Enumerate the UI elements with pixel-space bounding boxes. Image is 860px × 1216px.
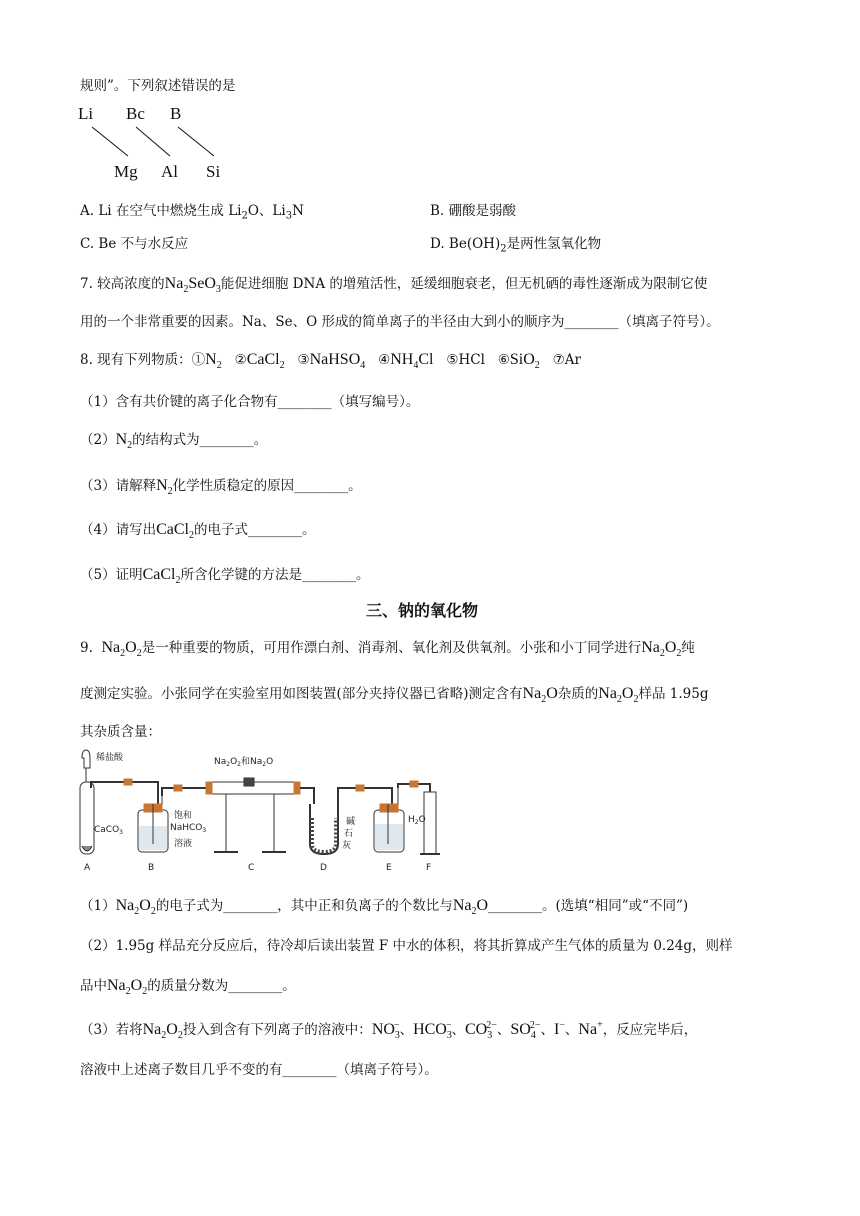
q9-part3-line2: 溶液中上述离子数目几乎不变的有________（填离子符号）。: [80, 1062, 438, 1078]
svg-text:D: D: [320, 863, 327, 873]
q8-sub2: $(2)N_2$的结构式为________。: [80, 431, 268, 452]
svg-text:A: A: [84, 863, 91, 873]
svg-text:B: B: [148, 863, 155, 873]
q6-tail: 规则”。下列叙述错误的是: [80, 78, 236, 94]
diagonal-rule-diagram: [78, 100, 238, 184]
svg-text:碱: 碱: [346, 817, 356, 827]
element-si: Si: [206, 162, 221, 181]
svg-text:E: E: [386, 863, 392, 873]
element-li: Li: [78, 104, 94, 123]
q9-line3: 其杂质含量：: [80, 724, 161, 740]
q9-part1: $(1)Na_2O_2$的电子式为________，其中正和负离子的个数比与$Na_2O\_\_\_\_\_\_\_\_$。(选填“相同”或“不同”): [80, 897, 689, 918]
q9-line1: 9. $Na_2O_2$是一种重要的物质，可用作漂白剂、消毒剂、氧化剂及供氧剂。小张和小丁同学进行$Na_2O_2$纯: [80, 639, 695, 660]
q8-sub5: （5）证明CaCl$_2$所含化学键的方法是________。: [80, 566, 370, 587]
svg-text:Na2O2和Na2O: $Na_2O_2$和$Na_2O$: [214, 757, 274, 768]
element-be: Bc: [126, 104, 145, 123]
svg-text:H2O: $H_2O$: [408, 815, 426, 826]
apparatus-figure: [74, 748, 444, 874]
q9-part2-line2: 品中$Na_2O_2$的质量分数为________。: [80, 977, 296, 998]
q7-line2: 用的一个非常重要的因素。Na、Se、O 形成的简单离子的半径由大到小的顺序为________（填离子符号）。: [80, 314, 720, 330]
option-b: B. 硼酸是弱酸: [430, 203, 517, 219]
q8-sub4: （4）请写出CaCl$_2$的电子式________。: [80, 521, 316, 542]
svg-text:CaCO3: CaCO$_3$: [94, 825, 123, 836]
label-acid: 稀盐酸: [96, 753, 124, 763]
option-c: C. Be 不与水反应: [80, 236, 189, 252]
svg-text:饱和: 饱和: [174, 811, 193, 821]
q8-sub1: （1）含有共价键的离子化合物有________（填写编号）。: [80, 394, 420, 410]
element-b: B: [170, 104, 182, 123]
svg-text:溶液: 溶液: [174, 839, 193, 849]
svg-text:灰: 灰: [342, 841, 352, 851]
option-a: A. Li 在空气中燃烧生成 $Li_2O$、$Li_3N$: [80, 203, 304, 222]
q9-line2: 度测定实验。小张同学在实验室用如图装置(部分夹持仪器已省略)测定含有$Na_2O$杂质的$Na_2O_2$样品 1.95g: [80, 685, 709, 706]
element-al: Al: [161, 162, 178, 181]
svg-text:NaHCO3: NaHCO$_3$: [170, 823, 207, 834]
q8-sub3: （3）请解释$N_2$化学性质稳定的原因________。: [80, 477, 362, 498]
q8-substances: 8. 现有下列物质：$①N_2$ ②CaCl$_2$ ③NaHSO$_4$ $④NH_4Cl$ ⑤HCl ⑥SiO$_2$ ⑦Ar: [80, 351, 581, 372]
q7-line1: 7. 较高浓度的$Na_2SeO_3$能促进细胞 DNA 的增殖活性，延缓细胞衰老，但无机硒的毒性逐渐成为限制它使: [80, 275, 708, 296]
element-mg: Mg: [114, 162, 138, 181]
section-title: 三、钠的氧化物: [366, 601, 479, 620]
svg-text:石: 石: [344, 829, 354, 839]
q9-part2-line1: （2）1.95g 样品充分反应后，待冷却后读出装置 F 中水的体积，将其折算成产生气体的质量为 0.24g，则样: [80, 938, 733, 954]
svg-text:F: F: [426, 863, 432, 873]
option-d: D. $Be(OH)_2$是两性氢氧化物: [430, 236, 602, 255]
q9-part3-line1: （3）若将$Na_2O_2$投入到含有下列离子的溶液中：$NO_3^-$、$HCO_3^-$、$CO_3^{2-}$、$SO_4^{2-}$、I−、Na+，反应完毕后，: [80, 1019, 698, 1042]
svg-text:C: C: [248, 863, 255, 873]
